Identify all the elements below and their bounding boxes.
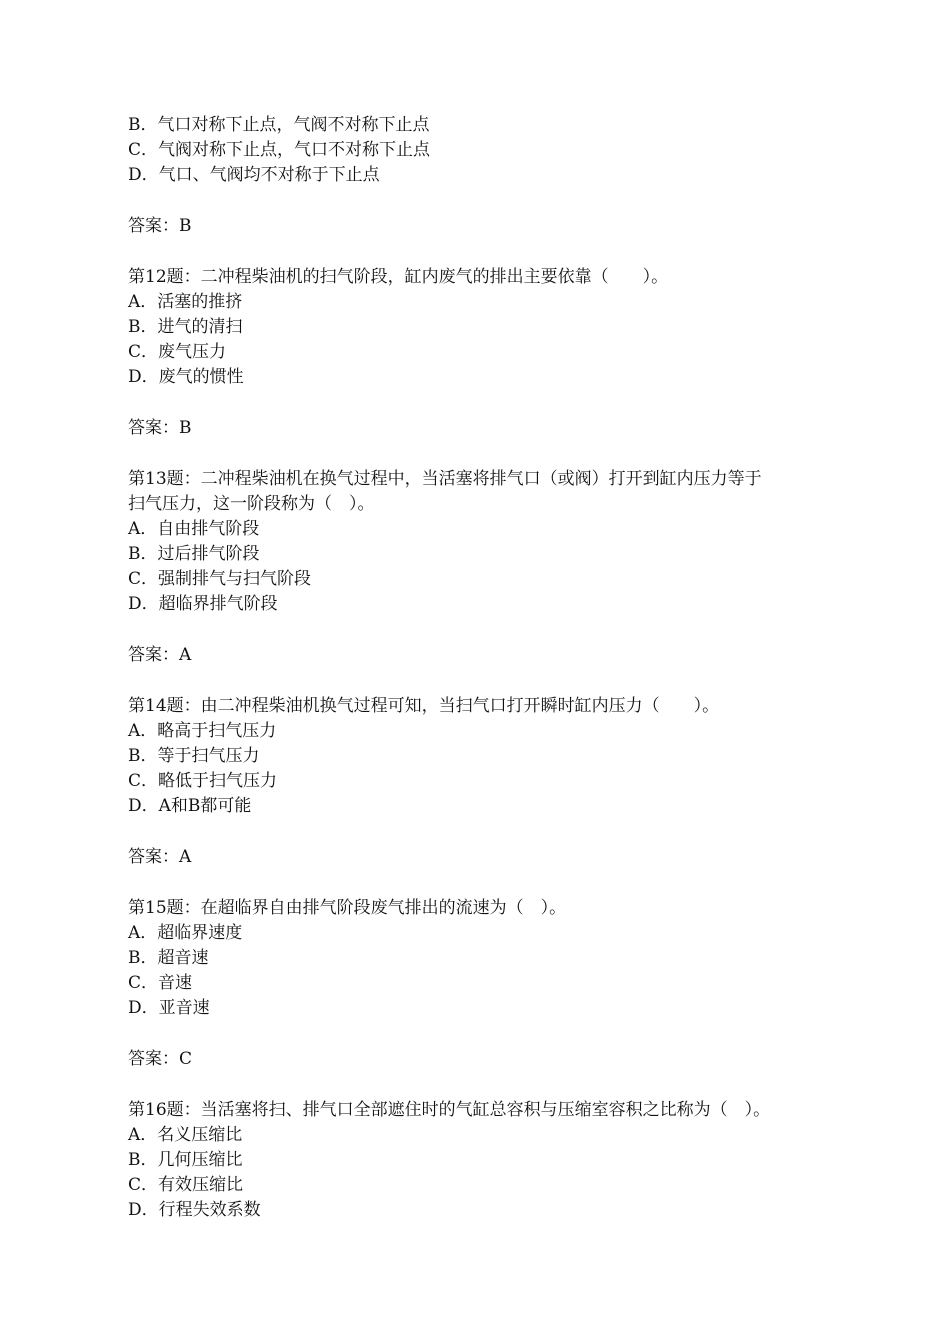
option-line: D．行程失效系数: [128, 1200, 261, 1220]
option-line: D．超临界排气阶段: [128, 594, 278, 614]
question-text: 第15题：在超临界自由排气阶段废气排出的流速为（ ）。: [128, 898, 567, 918]
option-line: A．名义压缩比: [128, 1125, 243, 1145]
option-line: D．亚音速: [128, 998, 210, 1018]
answer-line: 答案：A: [128, 645, 192, 665]
option-line: B．气口对称下止点，气阀不对称下止点: [128, 115, 430, 135]
question-text: 第13题：二冲程柴油机在换气过程中，当活塞将排气口（或阀）打开到缸内压力等于: [128, 469, 762, 489]
question-text-continued: 扫气压力，这一阶段称为（ ）。: [128, 494, 375, 514]
option-line: B．等于扫气压力: [128, 746, 260, 766]
option-line: B．超音速: [128, 948, 209, 968]
option-line: A．略高于扫气压力: [128, 721, 277, 741]
option-line: C．有效压缩比: [128, 1175, 244, 1195]
option-line: D．A和B都可能: [128, 796, 252, 816]
question-list: [128, 113, 848, 1223]
option-line: D．气口、气阀均不对称于下止点: [128, 165, 380, 185]
option-line: B．进气的清扫: [128, 317, 243, 337]
option-line: C．略低于扫气压力: [128, 771, 278, 791]
answer-line: 答案：B: [128, 216, 192, 236]
question-text: 第14题：由二冲程柴油机换气过程可知，当扫气口打开瞬时缸内压力（ ）。: [128, 696, 720, 716]
option-line: B．几何压缩比: [128, 1150, 243, 1170]
option-line: A．活塞的推挤: [128, 292, 243, 312]
option-line: C．气阀对称下止点，气口不对称下止点: [128, 140, 431, 160]
option-line: A．自由排气阶段: [128, 519, 260, 539]
option-line: C．音速: [128, 973, 193, 993]
option-line: B．过后排气阶段: [128, 544, 260, 564]
answer-line: 答案：C: [128, 1049, 193, 1069]
option-line: D．废气的惯性: [128, 367, 244, 387]
question-text: 第16题：当活塞将扫、排气口全部遮住时的气缸总容积与压缩室容积之比称为（ ）。: [128, 1100, 771, 1120]
option-line: A．超临界速度: [128, 923, 243, 943]
option-line: C．强制排气与扫气阶段: [128, 569, 312, 589]
option-line: C．废气压力: [128, 342, 227, 362]
question-text: 第12题：二冲程柴油机的扫气阶段，缸内废气的排出主要依靠（ ）。: [128, 267, 669, 287]
answer-line: 答案：B: [128, 418, 192, 438]
answer-line: 答案：A: [128, 847, 192, 867]
